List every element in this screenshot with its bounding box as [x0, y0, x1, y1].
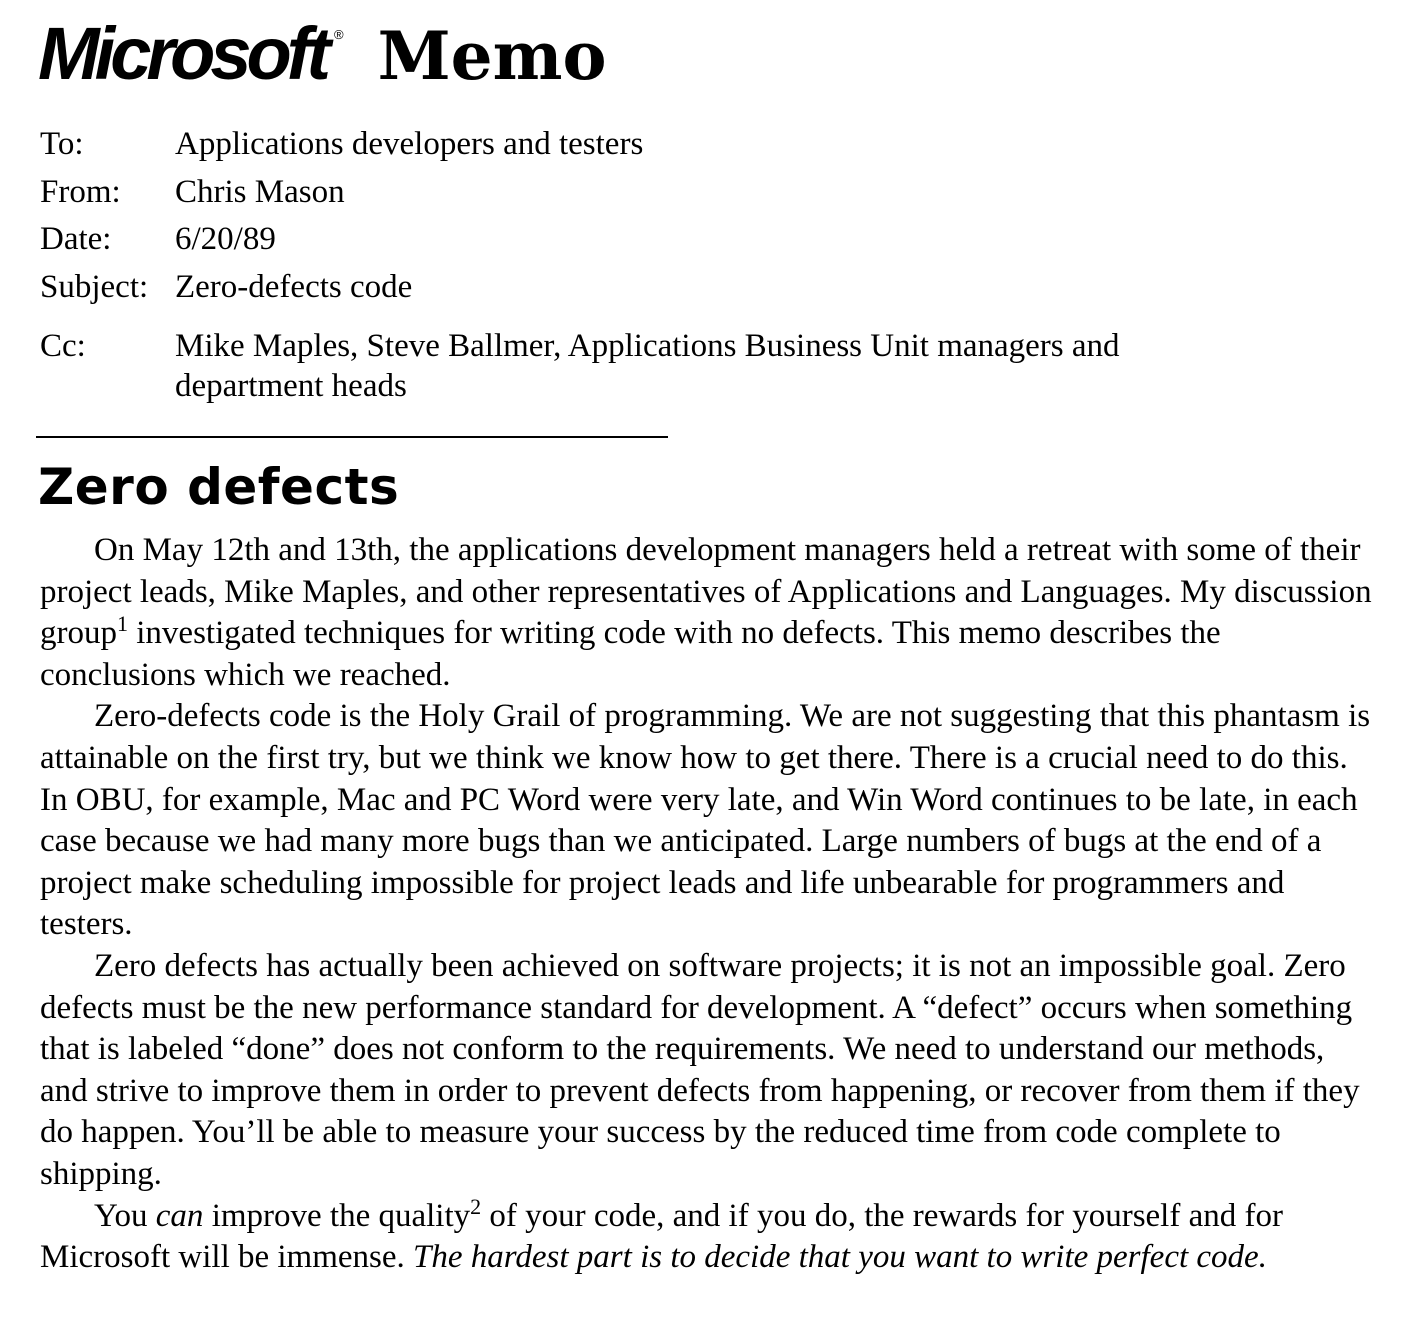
from-value: Chris Mason: [175, 173, 345, 210]
date-value: 6/20/89: [175, 221, 276, 257]
registered-mark: ®: [334, 27, 344, 42]
paragraph-2: Zero-defects code is the Holy Grail of programming. We are not suggesting that this phantasm is attainable on the first try, but we think we know how to get there. There is a crucial need to do this. In OBU, for example, Mac and PC Word were very late, and Win Word continues to be late, in each case because we had many more bugs than we anticipated. Large numbers of bugs at the end of a project make scheduling impossible for project leads and life unbearable for programmers and testers.: [40, 698, 1371, 943]
header-row-from: [40, 172, 1235, 220]
header-row-date: [40, 219, 1235, 267]
memo-body: [40, 530, 1376, 1279]
from-label: From:: [40, 173, 121, 210]
header-row-to: [40, 124, 1235, 172]
memo-title: Memo: [377, 17, 607, 95]
date-label: Date:: [40, 221, 112, 257]
microsoft-logo: Microsoft: [38, 12, 326, 95]
paragraph-4: [40, 1193, 1376, 1279]
to-label: To:: [40, 126, 84, 162]
paragraph-1-text-cont: investigated techniques for writing code with no defects. This memo describes the conclusions which we reached.: [40, 615, 1221, 693]
memo-header: [40, 124, 1235, 406]
to-value: Applications developers and testers: [175, 126, 644, 162]
footnote-ref-2: 2: [470, 1193, 482, 1219]
header-row-subject: [40, 267, 1235, 315]
footnote-ref-1: 1: [117, 611, 128, 637]
paragraph-3: Zero defects has actually been achieved on software projects; it is not an impossible goal. Zero defects must be the new performance standard for development. A “defect” occurs when something that is labeled “done” does not conform to the requirements. We need to understand our methods, and strive to improve them in order to prevent defects from happening, or recover from them if they do happen. You’ll be able to measure your success by the reduced time from code complete to shipping.: [40, 947, 1360, 1192]
memo-masthead: [38, 14, 607, 94]
paragraph-4-mid: improve the quality: [203, 1197, 471, 1234]
paragraph-4-emphasis: can: [155, 1197, 204, 1234]
header-divider: [36, 436, 668, 438]
paragraph-1-text: On May 12th and 13th, the applications development managers held a retreat with some of their project leads, Mike Maples, and other representatives of Applications and Languages. My discussion group: [40, 532, 1372, 652]
section-title: Zero defects: [38, 458, 400, 516]
paragraph-4-start: You: [94, 1197, 156, 1234]
subject-value: Zero-defects code: [175, 268, 413, 305]
cc-value: Mike Maples, Steve Ballmer, Applications Business Unit managers and department heads: [175, 328, 1120, 404]
paragraph-4-closing-emphasis: The hardest part is to decide that you want to write perfect code.: [413, 1239, 1267, 1276]
cc-label: Cc:: [40, 328, 86, 364]
subject-label: Subject:: [40, 268, 149, 305]
paragraph-4-cont: of your code, and if you do, the rewards for yourself and for Microsoft will be immense.: [40, 1197, 1283, 1276]
paragraph-1: [40, 530, 1376, 696]
header-row-cc: [40, 326, 1235, 406]
